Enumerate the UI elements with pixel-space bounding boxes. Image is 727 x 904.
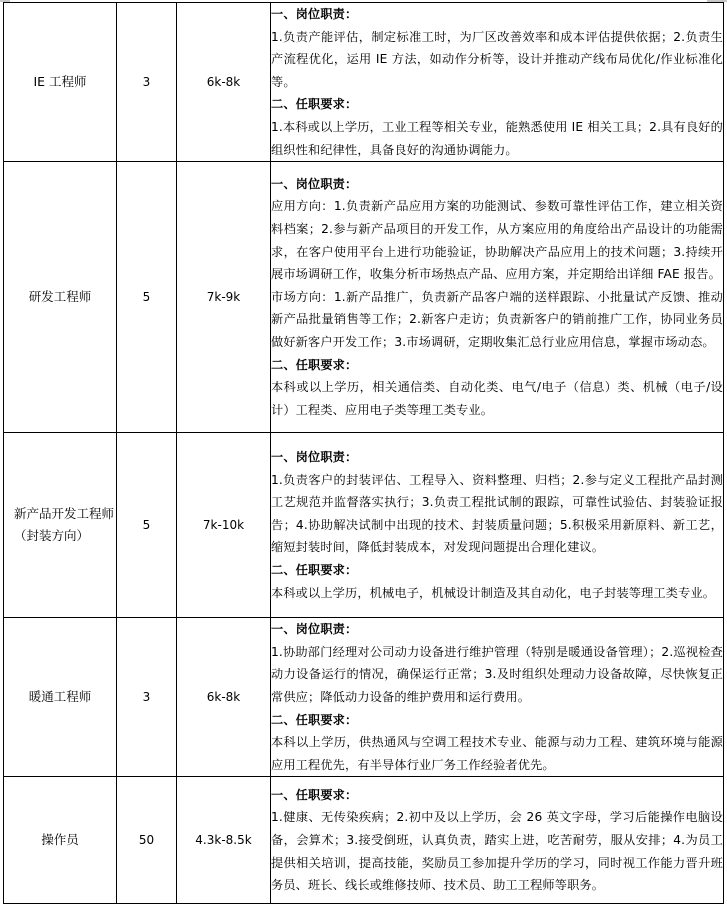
job-title: 暖通工程师: [4, 618, 117, 777]
job-row-rd-engineer: [4, 162, 724, 433]
requirements-text: 1.本科或以上学历，工业工程等相关专业，能熟悉使用 IE 相关工具；2.具有良好的组织性和纪律性，具备良好的沟通协调能力。: [271, 119, 723, 157]
job-title: 新产品开发工程师（封装方向）: [4, 433, 117, 618]
job-description: [271, 3, 724, 162]
responsibilities-application-text: 应用方向：1.负责新产品应用方案的功能测试、参数可靠性评估工作，建立相关资料档案；2.参与新产品项目的开发工作，从方案应用的角度给出产品设计的功能需求，在客户使用平台上进行功能验证，协助解决产品应用上的技术问题；3.持续开展市场调研工作，收集分析市场热点产品、应用方案，并定期给出详细 FAE 报告。: [271, 199, 723, 282]
headcount: 3: [117, 618, 177, 777]
job-description: [271, 618, 724, 777]
salary-range: 7k-9k: [177, 162, 271, 433]
headcount: 5: [117, 162, 177, 433]
job-row-operator: [4, 777, 724, 904]
salary-range: 6k-8k: [177, 3, 271, 162]
responsibilities-market-text: 市场方向：1.新产品推广，负责新产品客户端的送样跟踪、小批量试产反馈、推动新产品批量销售等工作；2.新客户走访；负责新客户的销前推广工作，协同业务员做好新客户开发工作；3.市场调研，定期收集汇总行业应用信息，掌握市场动态。: [271, 289, 723, 350]
job-row-hvac-engineer: [4, 618, 724, 777]
headcount: 50: [117, 777, 177, 904]
job-row-npd-engineer-packaging: [4, 433, 724, 618]
section-heading-responsibilities: 一、岗位职责：: [271, 7, 358, 21]
requirements-text: 本科或以上学历，机械电子，机械设计制造及其自动化，电子封装等理工类专业。: [271, 585, 716, 600]
requirements-text: 本科以上学历，供热通风与空调工程技术专业、能源与动力工程、建筑环境与能源应用工程优先，有半导体行业厂务工作经验者优先。: [271, 735, 723, 772]
job-description: [271, 162, 724, 433]
job-title: 研发工程师: [4, 162, 117, 433]
section-heading-responsibilities: 一、岗位职责：: [271, 622, 358, 637]
job-title: 操作员: [4, 777, 117, 904]
section-heading-requirements: 二、任职要求：: [271, 357, 358, 372]
responsibilities-text: 1.负责产能评估，制定标准工时，为厂区改善效率和成本评估提供依据；2.负责生产流程优化，运用 IE 方法，如动作分析等，设计并推动产线布局优化/作业标准化等。: [271, 29, 723, 89]
job-row-ie-engineer: [4, 3, 724, 162]
section-heading-requirements: 二、任职要求：: [271, 563, 358, 578]
responsibilities-text: 1.协助部门经理对公司动力设备进行维护管理（特别是暖通设备管理）；2.巡视检查动力设备运行的情况，确保运行正常；3.及时组织处理动力设备故障，尽快恢复正常供应；降低动力设备的维护费用和运行费用。: [271, 644, 723, 704]
salary-range: 7k-10k: [177, 433, 271, 618]
job-listing-table: [3, 2, 724, 904]
section-heading-requirements: 二、任职要求：: [271, 97, 358, 112]
job-description: [271, 433, 724, 618]
section-heading-responsibilities: 一、岗位职责：: [271, 176, 358, 191]
section-heading-responsibilities: 一、岗位职责：: [271, 450, 358, 465]
responsibilities-text: 1.负责客户的封装评估、工程导入、资料整理、归档；2.参与定义工程批产品封测工艺规范并监督落实执行；3.负责工程批试制的跟踪，可靠性试验估、封装验证报告；4.协助解决试制中出现的技术、封装质量问题；5.积极采用新原料、新工艺，缩短封装时间，降低封装成本，对发现问题提出合理化建议。: [271, 472, 723, 555]
requirements-text: 本科或以上学历，相关通信类、自动化类、电气/电子（信息）类、机械（电子/设计）工程类、应用电子类等理工类专业。: [271, 380, 723, 417]
headcount: 3: [117, 3, 177, 162]
headcount: 5: [117, 433, 177, 618]
salary-range: 4.3k-8.5k: [177, 777, 271, 904]
section-heading-requirements: 二、任职要求：: [271, 712, 358, 727]
job-title: IE 工程师: [4, 3, 117, 162]
job-description: [271, 777, 724, 904]
requirements-text: 1.健康、无传染疾病；2.初中及以上学历，会 26 英文字母，学习后能操作电脑设备，会算术；3.接受倒班，认真负责，踏实上进，吃苦耐劳，服从安排；4.为员工提供相关培训，提高技能，奖励员工参加提升学历的学习，同时视工作能力晋升班务员、班长、线长或维修技师、技术员、助工工程师等职务。: [271, 810, 723, 893]
salary-range: 6k-8k: [177, 618, 271, 777]
section-heading-requirements: 一、任职要求：: [271, 787, 358, 802]
